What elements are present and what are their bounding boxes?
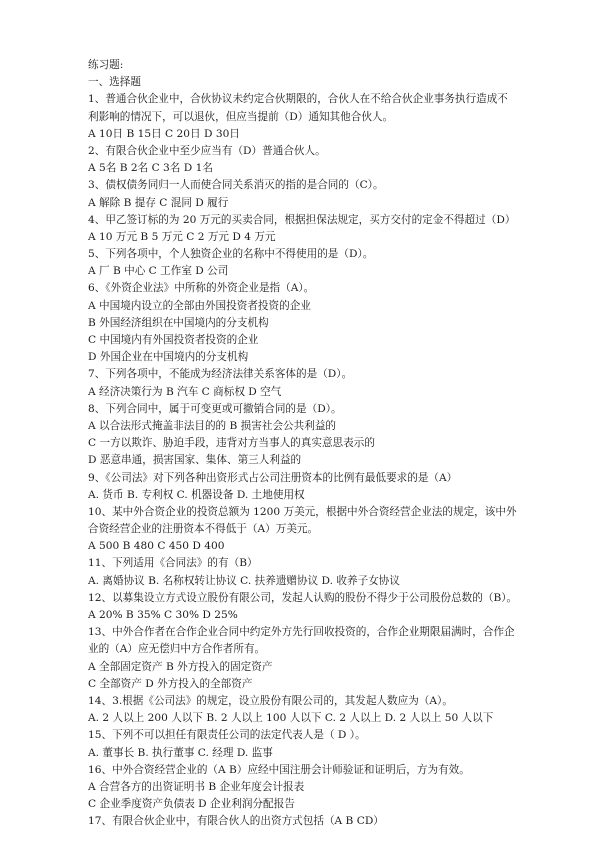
section-title: 一、选择题 [88,76,141,89]
text-line: 4、甲乙签订标的为 20 万元的买卖合同，根据担保法规定，买方交付的定金不得超过（D） [88,213,516,226]
text-line: 业的（A）应无偿归中方合作者所有。 [88,643,266,656]
text-line: A 以合法形式掩盖非法目的的 B 损害社会公共利益的 [88,419,337,432]
text-line: 15、下列不可以担任有限责任公司的法定代表人是（ D ）。 [88,729,366,742]
text-line: A. 离婚协议 B. 名称权转让协议 C. 扶养遗赠协议 D. 收养子女协议 [88,574,400,587]
text-line: 5、下列各项中，个人独资企业的名称中不得使用的是（D）。 [88,248,374,261]
text-line: 利影响的情况下，可以退伙，但应当提前（D）通知其他合伙人。 [88,110,394,123]
text-line: A 经济决策行为 B 汽车 C 商标权 D 空气 [88,385,282,398]
text-line: 10、某中外合资企业的投资总额为 1200 万美元，根据中外合资经营企业法的规定，该中外 [88,505,517,518]
text-line: A. 货币 B. 专利权 C. 机器设备 D. 土地使用权 [88,488,305,501]
text-line: D 恶意串通，损害国家、集体、第三人利益的 [88,454,302,467]
text-line: B 外国经济组织在中国境内的分支机构 [88,316,269,329]
text-line: A 10日 B 15日 C 20日 D 30日 [88,127,240,140]
text-line: 合资经营企业的注册资本不得低于（A）万美元。 [88,523,319,536]
text-line: 1、普通合伙企业中，合伙协议未约定合伙期限的，合伙人在不给合伙企业事务执行造成不 [88,93,508,106]
text-line: C 企业季度资产负债表 D 企业利润分配报告 [88,798,295,811]
text-line: A 500 B 480 C 450 D 400 [88,540,225,553]
text-line: 3、债权债务同归一人而使合同关系消灭的指的是合同的（C）。 [88,179,384,192]
text-line: 12、以募集设立方式设立股份有限公司，发起人认购的股份不得少于公司股份总数的（B）。 [88,591,518,604]
text-line: 6、《外资企业法》中所称的外资企业是指（A）。 [88,282,315,295]
text-line: D 外国企业在中国境内的分支机构 [88,351,249,364]
text-line: 11、下列适用《合同法》的有（B） [88,557,258,570]
text-line: A 10 万元 B 5 万元 C 2 万元 D 4 万元 [88,230,276,243]
text-line: C 一方以欺诈、胁迫手段，违背对方当事人的真实意思表示的 [88,437,375,450]
text-line: 2、有限合伙企业中至少应当有（D）普通合伙人。 [88,144,326,157]
text-line: A 合营各方的出资证明书 B 企业年度会计报表 [88,780,305,793]
text-line: 16、中外合资经营企业的（A B）应经中国注册会计师验证和证明后，方为有效。 [88,763,470,776]
question-list [88,91,538,830]
text-line: A 5名 B 2名 C 3名 D 1名 [88,162,213,175]
text-line: A 厂 B 中心 C 工作室 D 公司 [88,265,229,278]
text-line: A 全部固定资产 B 外方投入的固定资产 [88,660,273,673]
text-line: 7、下列各项中，不能成为经济法律关系客体的是（D）。 [88,368,353,381]
text-line: A 中国境内设立的全部由外国投资者投资的企业 [88,299,311,312]
text-line: 14、3.根据《公司法》的规定，设立股份有限公司的，其发起人数应为（A）。 [88,694,453,707]
text-line: 13、中外合作者在合作企业合同中约定外方先行回收投资的，合作企业期限届满时，合作企 [88,626,515,639]
text-line: 8、下列合同中，属于可变更或可撤销合同的是（D）。 [88,402,342,415]
document-page [88,57,538,830]
text-line: C 全部资产 D 外方投入的全部资产 [88,677,253,690]
text-line: A 20% B 35% C 30% D 25% [88,609,238,621]
text-line: 17、有限合伙企业中，有限合伙人的出资方式包括（A B CD） [88,815,384,828]
text-line: A. 董事长 B. 执行董事 C. 经理 D. 监事 [88,746,273,759]
text-line: 9、《公司法》对下列各种出资形式占公司注册资本的比例有最低要求的是（A） [88,471,458,484]
text-line: A 解除 B 提存 C 混同 D 履行 [88,196,229,209]
text-line: C 中国境内有外国投资者投资的企业 [88,334,259,346]
page-heading: 练习题: [88,59,124,71]
text-line: A. 2 人以上 200 人以下 B. 2 人以上 100 人以下 C. 2 人以上 D. 2 人以上 50 人以下 [88,712,494,725]
